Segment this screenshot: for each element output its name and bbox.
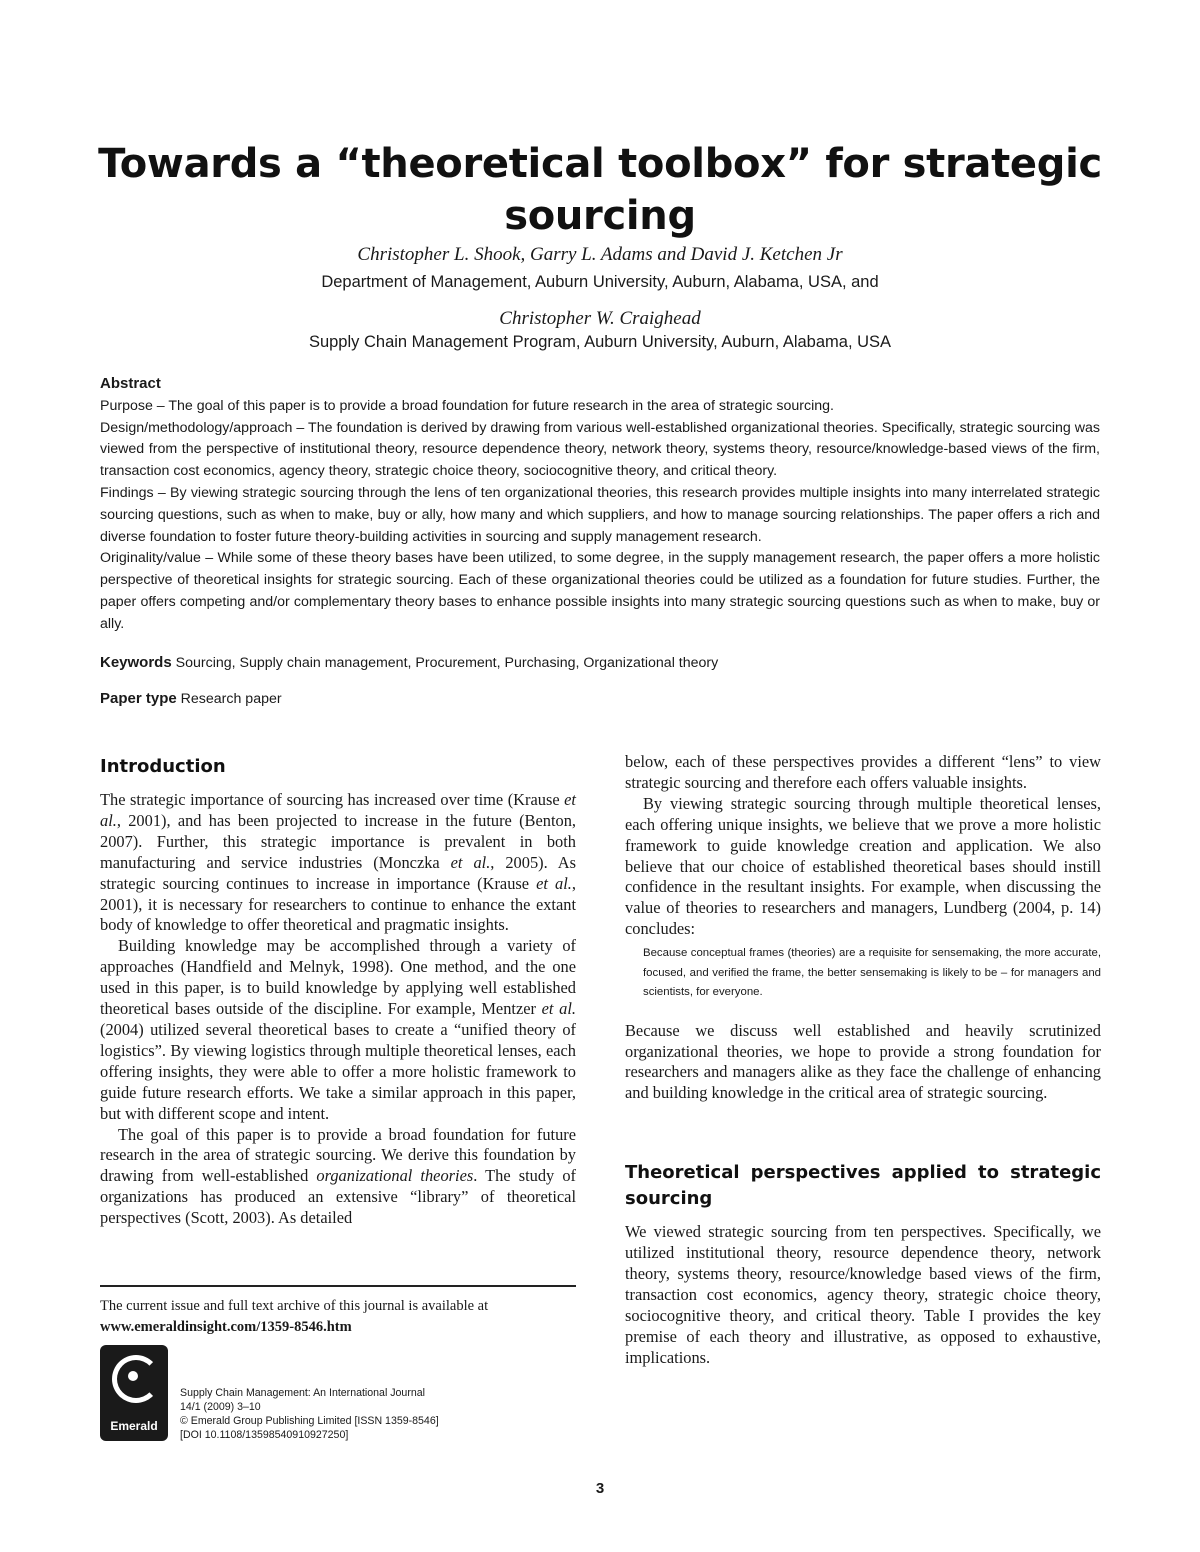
purpose-label: Purpose (100, 397, 153, 414)
right-column (625, 752, 1101, 1369)
text-run: , 2001), and has been projected to increase in the future (Benton, 2007). Further, this strategic importance is prevalent in both manufacturing and service industries (Monczka (100, 810, 576, 872)
abstract-originality (100, 548, 1100, 635)
text-run: , 2001), it is necessary for researchers to continue to enhance the extant body of knowledge to offer theoretical and pragmatic insights. (100, 873, 576, 935)
journal-name: Supply Chain Management: An International Journal (180, 1387, 425, 1399)
right-paragraph-1: below, each of these perspectives provides a different “lens” to view strategic sourcing and therefore each offers valuable insights. (625, 752, 1101, 792)
abstract-findings (100, 483, 1100, 548)
right-paragraph-3: Because we discuss well established and heavily scrutinized organizational theories, we hope to provide a strong foundation for researchers and managers alike as they face the challenge of enhancing and building knowledge in the critical area of strategic sourcing. (625, 1020, 1101, 1103)
et-al: et al. (541, 999, 576, 1019)
originality-label: Originality/value (100, 550, 201, 567)
text-run: (2004) utilized several theoretical bases to create a “unified theory of logistics”. By viewing logistics through multiple theoretical lenses, each offering insights, they were able to offer a more holistic framework to guide future research efforts. We take a similar approach in this paper, but with different scope and intent. (100, 1019, 576, 1123)
footnote-divider (100, 1285, 576, 1287)
text-run: . The study of organizations has produced an extensive “library” of theoretical perspectives (Scott, 2003). As detailed (100, 1166, 576, 1228)
emerald-logo (100, 1345, 168, 1441)
intro-paragraph-3 (100, 1125, 576, 1230)
author-line-2: Christopher W. Craighead (499, 308, 701, 329)
findings-text: – By viewing strategic sourcing through the lens of ten organizational theories, this research provides multiple insights into many interrelated strategic sourcing questions, such as when to make, buy or ally, how many and which suppliers, and how to manage sourcing relationships. The paper offers a rich and diverse foundation to foster future theory-building activities in sourcing and supply management research. (100, 484, 1100, 545)
archive-text: The current issue and full text archive of this journal is available at (100, 1298, 489, 1314)
findings-label: Findings (100, 484, 154, 501)
journal-info (180, 1386, 439, 1442)
text-run: The goal of this paper is to provide a broad foundation for future research in the area of strategic sourcing. We derive this foundation by drawing from well-established (100, 1124, 576, 1186)
author-line-1: Christopher L. Shook, Garry L. Adams and David J. Ketchen Jr (357, 244, 843, 265)
abstract-purpose (100, 396, 1100, 418)
purpose-text: – The goal of this paper is to provide a broad foundation for future research in the area of strategic sourcing. (152, 397, 834, 414)
paper-type-text: Research paper (176, 691, 282, 707)
left-column (100, 754, 576, 1229)
paper-type (100, 690, 282, 707)
paper-type-label: Paper type (100, 690, 177, 707)
logo-text: Emerald (110, 1419, 158, 1433)
intro-paragraph-2 (100, 936, 576, 1124)
italic-term: organizational theories (316, 1166, 474, 1186)
archive-url-link[interactable]: www.emeraldinsight.com/1359-8546.htm (100, 1319, 352, 1335)
et-al: et al. (536, 873, 572, 893)
affiliation-2: Supply Chain Management Program, Auburn University, Auburn, Alabama, USA (308, 333, 892, 351)
keywords-label: Keywords (100, 654, 172, 671)
affiliation-1: Department of Management, Auburn University, Auburn, Alabama, USA, and (321, 273, 879, 291)
keywords (100, 654, 718, 671)
section-heading-theoretical-perspectives: Theoretical perspectives applied to strategic sourcing (625, 1162, 1101, 1210)
text-run: Building knowledge may be accomplished through a variety of approaches (Handfield and Melnyk, 1998). One method, and the one used in this paper, is to build knowledge by applying well established theoretical bases outside of the discipline. For example, Mentzer (100, 936, 576, 1019)
text-run: The strategic importance of sourcing has increased over time (Krause (100, 790, 565, 809)
keywords-text: Sourcing, Supply chain management, Procurement, Purchasing, Organizational theory (171, 655, 719, 671)
journal-volume: 14/1 (2009) 3–10 (180, 1401, 261, 1413)
design-text: – The foundation is derived by drawing from various well-established organizational theories. Specifically, strategic sourcing was viewed from the perspective of institutional theory, resource dependence theory, network theory, systems theory, resource/knowledge-based views of the firm, transaction cost economics, agency theory, strategic choice theory, sociocognitive theory, and critical theory. (100, 419, 1100, 480)
abstract-block (100, 373, 1100, 636)
et-al: et al. (100, 790, 576, 830)
journal-doi: [DOI 10.1108/13598540910927250] (180, 1429, 349, 1441)
block-quote: Because conceptual frames (theories) are a requisite for sensemaking, the more accurate, focused, and verified the frame, the better sensemaking is likely to be – for managers and scientists, for everyone. (643, 947, 1101, 999)
spiral-dot (128, 1371, 138, 1381)
right-paragraph-2: By viewing strategic sourcing through multiple theoretical lenses, each offering unique insights, we believe that we prove a more holistic framework to guide knowledge creation and application. We also believe that our choice of established theoretical bases should instill confidence in the resultant insights. For example, when discussing the value of theories to researchers and managers, Lundberg (2004, p. 14) concludes: (625, 793, 1101, 939)
originality-text: – While some of these theory bases have been utilized, to some degree, in the supply management research, the paper offers a more holistic perspective of theoretical insights for strategic sourcing. Each of these organizational theories could be utilized as a foundation for future studies. Further, the paper offers competing and/or complementary theory bases to enhance possible insights into many strategic sourcing questions such as when to make, buy or ally. (100, 550, 1100, 632)
et-al: et al. (450, 852, 491, 872)
archive-note (100, 1296, 576, 1338)
abstract-heading: Abstract (100, 375, 161, 392)
section-heading-introduction: Introduction (100, 756, 226, 777)
page-number: 3 (595, 1480, 605, 1497)
text-run: , 2005). As strategic sourcing continues to increase in importance (Krause (100, 852, 576, 893)
design-label: Design/methodology/approach (100, 419, 293, 436)
abstract-design (100, 418, 1100, 483)
journal-copyright: © Emerald Group Publishing Limited [ISSN 1359-8546] (180, 1415, 439, 1427)
intro-paragraph-1 (100, 790, 576, 936)
paper-title: Towards a “theoretical toolbox” for strategic sourcing (98, 141, 1102, 239)
right-paragraph-4: We viewed strategic sourcing from ten perspectives. Specifically, we utilized institutional theory, resource dependence theory, network theory, systems theory, resource/knowledge based views of the firm, transaction cost economics, agency theory, strategic choice theory, sociocognitive theory, and critical theory. Table I provides the key premise of each theory and illustrative, as opposed to exhaustive, implications. (625, 1222, 1101, 1367)
